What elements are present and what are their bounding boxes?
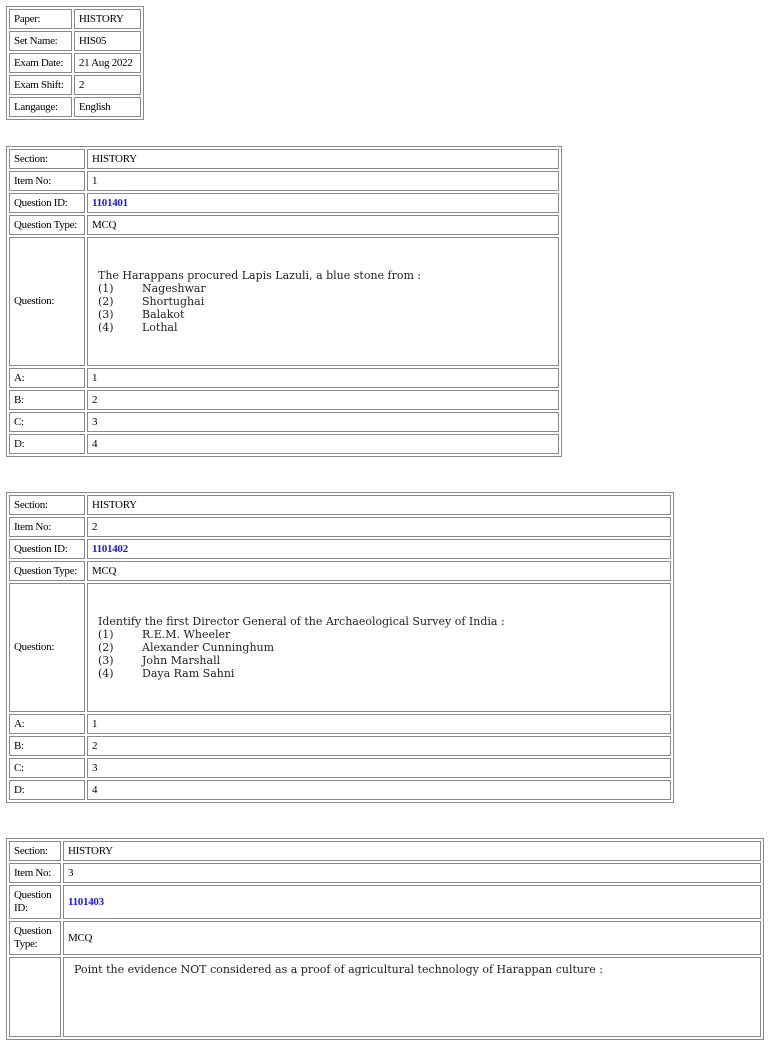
answer-d-value: 4 (87, 434, 559, 454)
question-table-1 (6, 146, 562, 457)
option-text: Balakot (142, 308, 185, 321)
answer-c-label: C: (9, 758, 85, 778)
option-number: (2) (98, 295, 114, 308)
option-text: Lothal (142, 321, 178, 334)
option-text: Alexander Cunninghum (142, 641, 275, 654)
answer-c-value: 3 (87, 758, 671, 778)
exam-shift-value: 2 (74, 75, 141, 95)
option-3 (98, 654, 660, 667)
option-number: (4) (98, 667, 114, 680)
exam-shift-label: Exam Shift: (9, 75, 72, 95)
option-text: R.E.M. Wheeler (142, 628, 231, 641)
answer-c-label: C: (9, 412, 85, 432)
answer-b-label: B: (9, 390, 85, 410)
answer-d-label: D: (9, 434, 85, 454)
language-row (9, 97, 141, 117)
language-value: English (74, 97, 141, 117)
question-label: Question: (9, 237, 85, 366)
option-3 (98, 308, 548, 321)
exam-shift-row (9, 75, 141, 95)
section-label: Section: (9, 841, 61, 861)
question-id-label: Question ID: (9, 539, 85, 559)
section-label: Section: (9, 495, 85, 515)
answer-c-value: 3 (87, 412, 559, 432)
question-type-label-line1: Question (14, 925, 52, 937)
section-label: Section: (9, 149, 85, 169)
paper-row (9, 9, 141, 29)
option-2 (98, 295, 548, 308)
question-id-value: 1101401 (87, 193, 559, 213)
language-label: Langauge: (9, 97, 72, 117)
question-id-value: 1101403 (63, 885, 761, 919)
option-text: Daya Ram Sahni (142, 667, 235, 680)
answer-d-label: D: (9, 780, 85, 800)
question-type-label (9, 921, 61, 955)
item-no-value: 2 (87, 517, 671, 537)
question-id-value: 1101402 (87, 539, 671, 559)
option-number: (3) (98, 308, 114, 321)
section-value: HISTORY (87, 149, 559, 169)
option-number: (2) (98, 641, 114, 654)
paper-info-table (6, 6, 144, 120)
set-name-value: HIS05 (74, 31, 141, 51)
question-text: Identify the first Director General of the Archaeological Survey of India : (98, 615, 505, 628)
question-text-cell (87, 237, 559, 366)
question-text-cell (87, 583, 671, 712)
set-name-label: Set Name: (9, 31, 72, 51)
option-text: John Marshall (142, 654, 221, 667)
answer-b-label: B: (9, 736, 85, 756)
question-text-cell (63, 957, 761, 1037)
section-value: HISTORY (63, 841, 761, 861)
answer-a-label: A: (9, 368, 85, 388)
answer-a-value: 1 (87, 368, 559, 388)
option-number: (3) (98, 654, 114, 667)
answer-d-value: 4 (87, 780, 671, 800)
item-no-label: Item No: (9, 517, 85, 537)
question-label: Question: (9, 583, 85, 712)
answer-b-value: 2 (87, 736, 671, 756)
question-label (9, 957, 61, 1037)
section-value: HISTORY (87, 495, 671, 515)
question-id-label-line2: ID: (14, 902, 28, 914)
question-type-value: MCQ (87, 561, 671, 581)
question-type-label: Question Type: (9, 561, 85, 581)
option-number: (1) (98, 282, 114, 295)
question-id-label: Question ID: (9, 193, 85, 213)
question-text: The Harappans procured Lapis Lazuli, a blue stone from : (98, 269, 422, 282)
option-4 (98, 321, 548, 334)
option-1 (98, 282, 548, 295)
item-no-label: Item No: (9, 171, 85, 191)
question-type-value: MCQ (63, 921, 761, 955)
option-text: Shortughai (142, 295, 205, 308)
question-id-label (9, 885, 61, 919)
paper-value: HISTORY (74, 9, 141, 29)
item-no-value: 1 (87, 171, 559, 191)
question-type-label: Question Type: (9, 215, 85, 235)
question-table-2 (6, 492, 674, 803)
set-name-row (9, 31, 141, 51)
question-type-label-line2: Type: (14, 938, 38, 950)
option-text: Nageshwar (142, 282, 206, 295)
question-table-3 (6, 838, 764, 1040)
answer-a-value: 1 (87, 714, 671, 734)
exam-date-label: Exam Date: (9, 53, 72, 73)
exam-date-row (9, 53, 141, 73)
option-number: (1) (98, 628, 114, 641)
paper-label: Paper: (9, 9, 72, 29)
option-2 (98, 641, 660, 654)
option-1 (98, 628, 660, 641)
question-type-value: MCQ (87, 215, 559, 235)
item-no-label: Item No: (9, 863, 61, 883)
answer-a-label: A: (9, 714, 85, 734)
answer-b-value: 2 (87, 390, 559, 410)
option-4 (98, 667, 660, 680)
exam-date-value: 21 Aug 2022 (74, 53, 141, 73)
question-id-label-line1: Question (14, 889, 52, 901)
option-number: (4) (98, 321, 114, 334)
question-text: Point the evidence NOT considered as a proof of agricultural technology of Harappan culture : (74, 963, 603, 976)
item-no-value: 3 (63, 863, 761, 883)
